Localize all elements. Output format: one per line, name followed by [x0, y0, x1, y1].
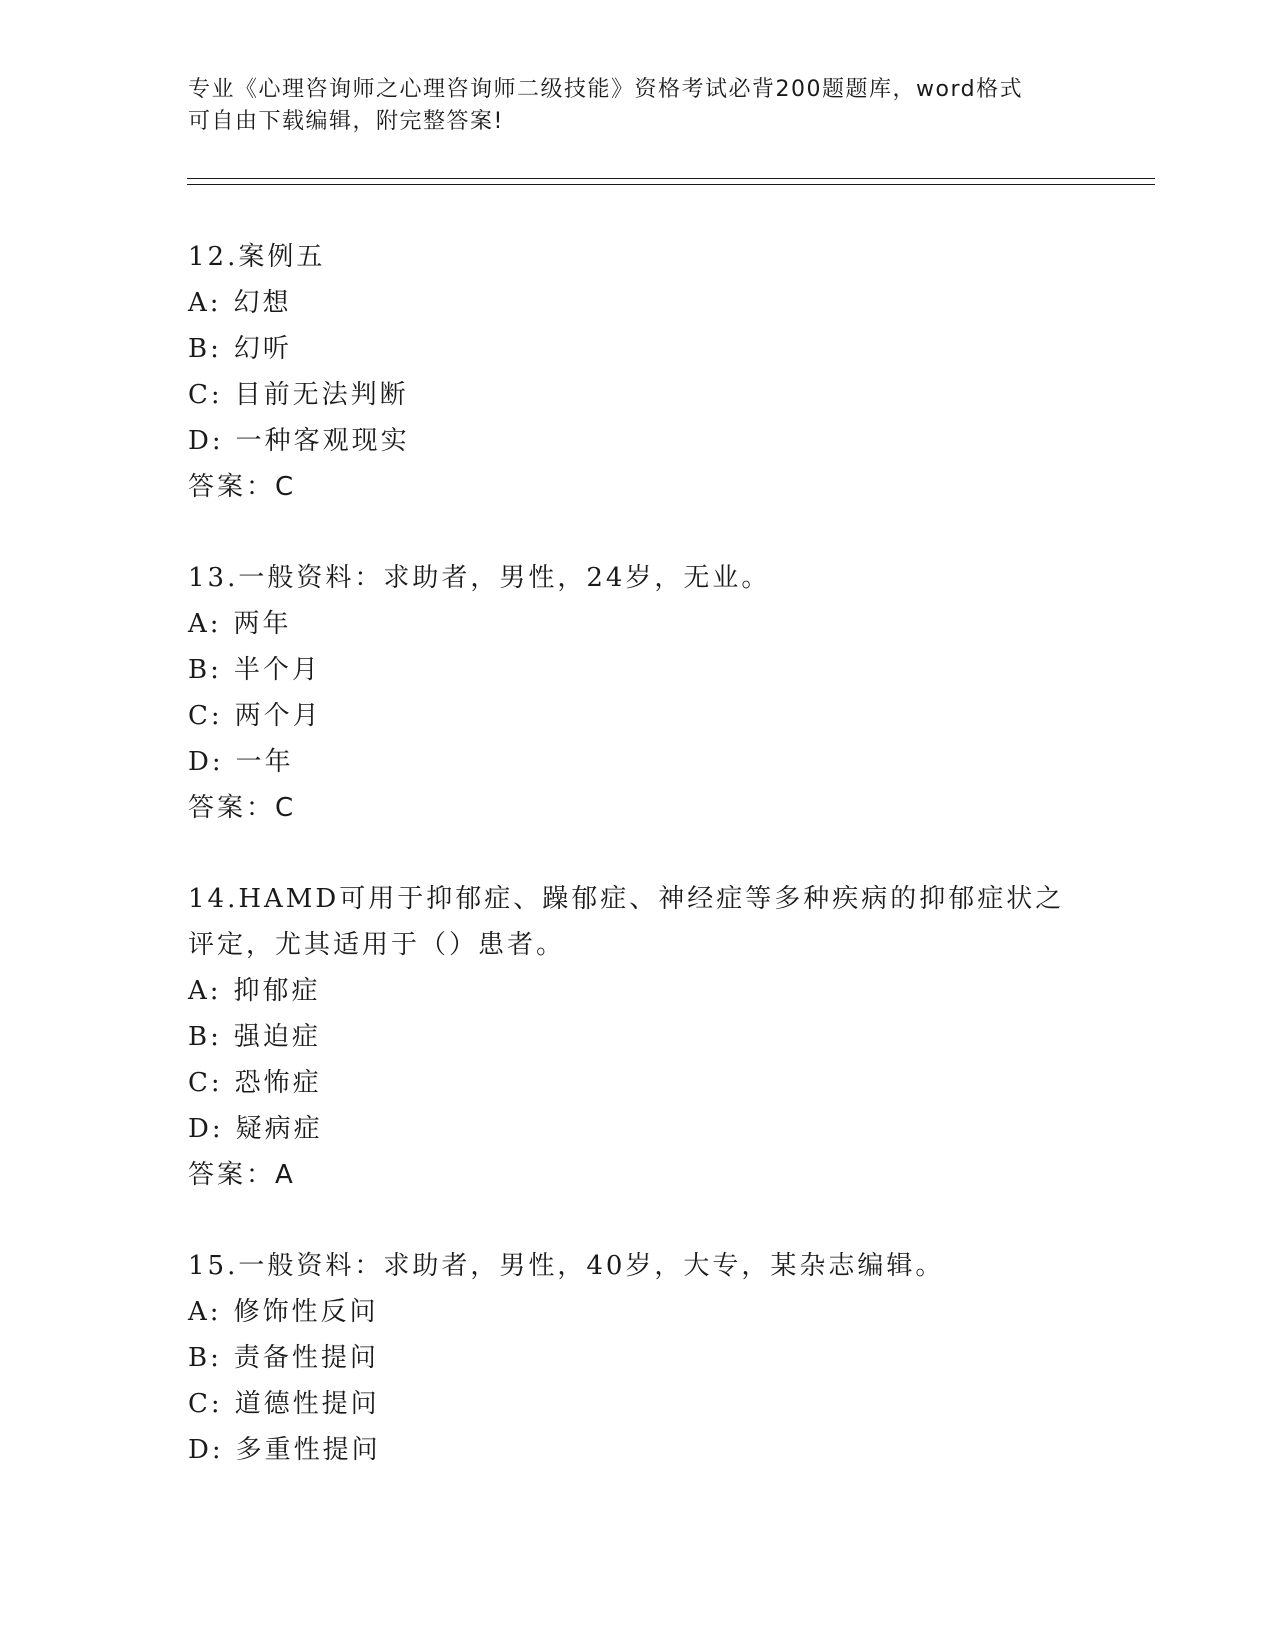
option-text: 两个月	[234, 701, 322, 731]
option-text: 一年	[235, 747, 294, 777]
option-a	[188, 601, 1138, 647]
header-divider-top	[187, 178, 1155, 179]
option-text: 强迫症	[233, 1022, 321, 1052]
header-line-2: 可自由下载编辑，附完整答案!	[188, 109, 504, 134]
option-d	[188, 1106, 1138, 1152]
option-b	[188, 1335, 1138, 1381]
option-letter: D:	[188, 747, 224, 777]
option-text: 幻想	[233, 288, 292, 318]
question-stem: 15.一般资料：求助者，男性，40岁，大专，某杂志编辑。	[188, 1251, 945, 1281]
option-b	[188, 326, 1138, 372]
option-b	[188, 1014, 1138, 1060]
option-text: 目前无法判断	[234, 380, 409, 410]
option-text: 多重性提问	[235, 1435, 381, 1465]
option-letter: C:	[188, 1389, 223, 1419]
header-divider-bottom	[187, 184, 1155, 185]
question-15	[188, 1243, 1138, 1473]
answer-line: 答案：C	[188, 793, 297, 823]
option-text: 抑郁症	[233, 976, 321, 1006]
document-header	[188, 74, 1088, 138]
option-text: 恐怖症	[234, 1068, 322, 1098]
option-text: 修饰性反问	[233, 1297, 379, 1327]
option-text: 两年	[233, 609, 292, 639]
option-letter: D:	[188, 426, 224, 456]
question-14	[188, 876, 1138, 1198]
option-letter: B:	[188, 334, 222, 364]
option-text: 一种客观现实	[235, 426, 410, 456]
option-d	[188, 418, 1138, 464]
option-c	[188, 693, 1138, 739]
question-13	[188, 555, 1138, 831]
option-a	[188, 280, 1138, 326]
option-text: 疑病症	[235, 1114, 323, 1144]
option-letter: D:	[188, 1435, 224, 1465]
answer-line: 答案：A	[188, 1160, 296, 1190]
option-a	[188, 968, 1138, 1014]
question-stem: 12.案例五	[188, 242, 326, 272]
option-letter: C:	[188, 380, 223, 410]
option-letter: C:	[188, 1068, 223, 1098]
option-b	[188, 647, 1138, 693]
option-letter: A:	[188, 288, 222, 318]
option-letter: B:	[188, 1022, 222, 1052]
question-stem: 13.一般资料：求助者，男性，24岁，无业。	[188, 563, 771, 593]
question-stem: 14.HAMD可用于抑郁症、躁郁症、神经症等多种疾病的抑郁症状之评定，尤其适用于（）患者。	[188, 884, 1065, 960]
option-d	[188, 739, 1138, 785]
option-letter: A:	[188, 1297, 222, 1327]
option-c	[188, 372, 1138, 418]
option-letter: A:	[188, 976, 222, 1006]
option-text: 责备性提问	[233, 1343, 379, 1373]
option-letter: B:	[188, 655, 222, 685]
option-c	[188, 1060, 1138, 1106]
option-text: 幻听	[233, 334, 292, 364]
option-letter: A:	[188, 609, 222, 639]
option-d	[188, 1427, 1138, 1473]
option-c	[188, 1381, 1138, 1427]
option-letter: C:	[188, 701, 223, 731]
option-letter: B:	[188, 1343, 222, 1373]
header-line-1: 专业《心理咨询师之心理咨询师二级技能》资格考试必背200题题库，word格式	[188, 77, 1024, 102]
option-a	[188, 1289, 1138, 1335]
option-text: 道德性提问	[234, 1389, 380, 1419]
option-letter: D:	[188, 1114, 224, 1144]
answer-line: 答案：C	[188, 472, 297, 502]
question-list	[188, 234, 1138, 1518]
question-12	[188, 234, 1138, 510]
option-text: 半个月	[233, 655, 321, 685]
